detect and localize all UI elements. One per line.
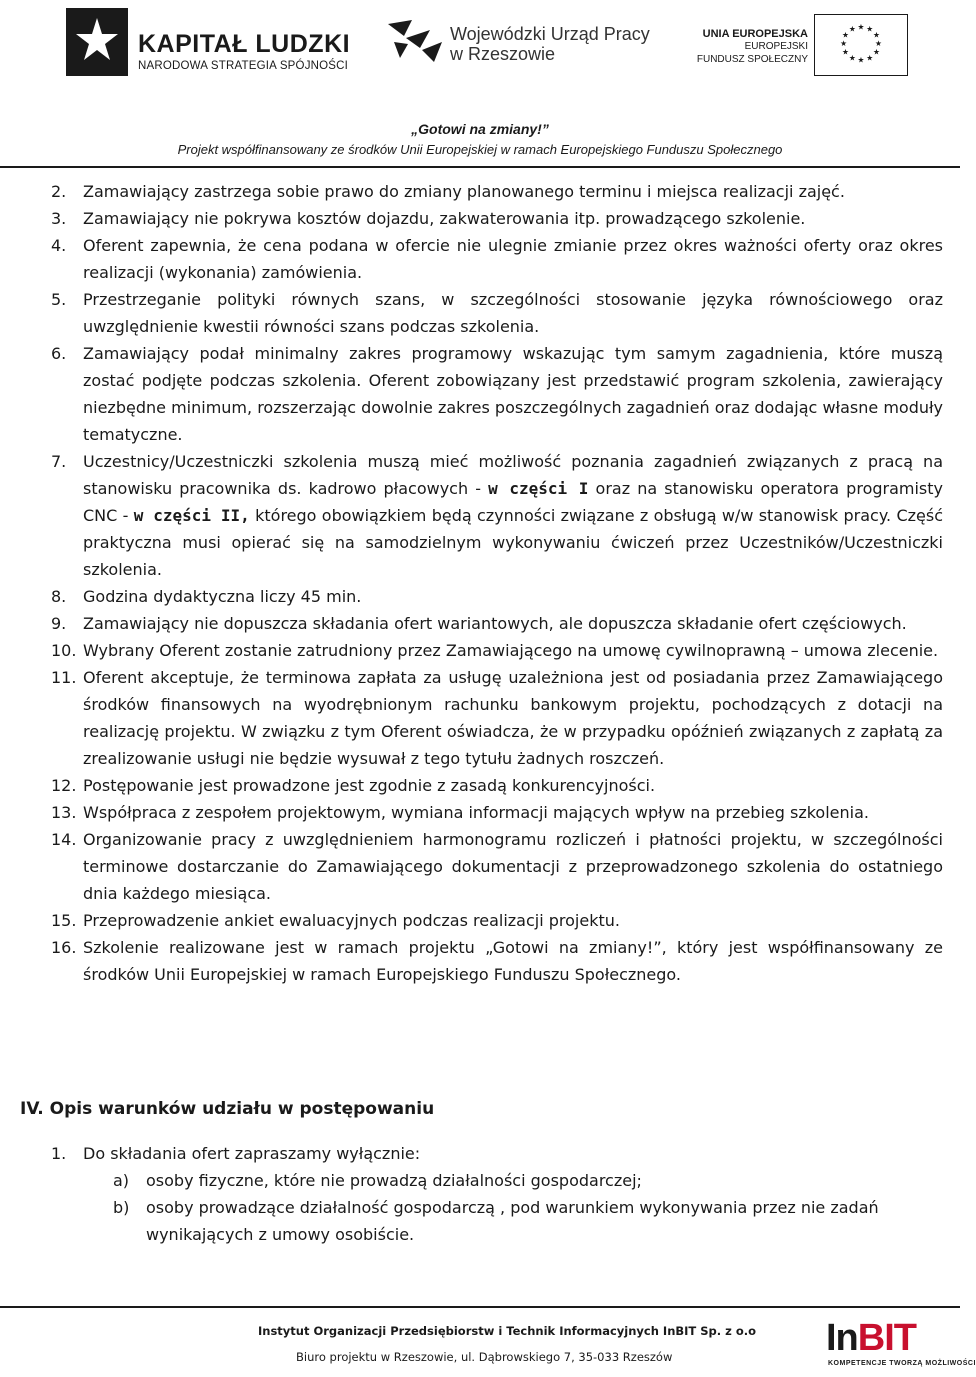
svg-text:★: ★ xyxy=(848,24,856,34)
item-number: 16. xyxy=(51,938,77,957)
list-item xyxy=(51,340,943,448)
item-number: 4. xyxy=(51,236,67,255)
item-number: 15. xyxy=(51,911,77,930)
footer-divider xyxy=(0,1306,960,1308)
list-item xyxy=(51,205,943,232)
item-number: 10. xyxy=(51,641,77,660)
sub-list-item xyxy=(113,1194,943,1248)
item-text: Zamawiający zastrzega sobie prawo do zmiany planowanego terminu i miejsca realizacji zajęć. xyxy=(83,182,845,201)
svg-text:★: ★ xyxy=(874,38,882,48)
svg-text:★: ★ xyxy=(842,47,849,57)
item-bold-part-1: w części I xyxy=(488,479,589,498)
wup-emblem-icon xyxy=(386,16,446,66)
inbit-wordmark xyxy=(826,1316,916,1360)
sub-list xyxy=(113,1167,943,1248)
inbit-wordmark-b: BIT xyxy=(857,1317,916,1359)
project-cofinancing-line: Projekt współfinansowany ze środków Unii Europejskiej w ramach Europejskiego Funduszu Społecznego xyxy=(177,142,783,157)
wup-name-line1: Wojewódzki Urząd Pracy xyxy=(450,24,650,44)
item-text: Współpraca z zespołem projektowym, wymiana informacji mających wpływ na przebieg szkolenia. xyxy=(83,803,869,822)
kapital-ludzki-logo xyxy=(66,8,351,78)
item-number: 9. xyxy=(51,614,67,633)
item-text: Zamawiający nie pokrywa kosztów dojazdu, zakwaterowania itp. prowadzącego szkolenie. xyxy=(83,209,806,228)
wup-name-line2: w Rzeszowie xyxy=(450,44,556,64)
eu-text-line2: EUROPEJSKI xyxy=(744,41,808,52)
svg-text:★: ★ xyxy=(857,22,865,32)
item-text-b: oraz na stanowisku operatora programisty CNC - xyxy=(83,479,944,525)
item-text: Organizowanie pracy z uwzględnieniem harmonogramu rozliczeń i płatności projektu, w szczególności terminowe dostarczanie do Zamawiającego dokumentacji z przeprowadzonego szkolenia do ostatniego dnia każdego miesiąca. xyxy=(83,830,943,903)
item-text: Godzina dydaktyczna liczy 45 min. xyxy=(83,587,362,606)
list-item xyxy=(51,178,943,205)
sub-list-item xyxy=(113,1167,943,1194)
svg-text:★: ★ xyxy=(842,30,849,40)
item-number: 12. xyxy=(51,776,77,795)
svg-text:★: ★ xyxy=(857,55,865,65)
item-text: Oferent akceptuje, że terminowa zapłata za usługę uzależniona jest od posiadania przez Zamawiającego środków finansowych na wyodrębnionym rachunku bankowym projektu, pochodzących z dotacji na realizację projektu. W związku z tym Oferent oświadcza, że w przypadku opóźnień związanych z zapłatą za zrealizowanie usługi nie będzie wysuwał z tego tytułu żadnych roszczeń. xyxy=(83,668,943,768)
item-text: Przestrzeganie polityki równych szans, w szczególności stosowanie języka równościowego oraz uwzględnienie kwestii równości szans podczas szkolenia. xyxy=(83,290,943,336)
svg-text:★: ★ xyxy=(840,38,848,48)
kapital-ludzki-subtitle: NARODOWA STRATEGIA SPÓJNOŚCI xyxy=(138,60,349,72)
svg-text:★: ★ xyxy=(866,24,874,34)
item-number: 11. xyxy=(51,668,77,687)
svg-text:★: ★ xyxy=(873,47,880,57)
item-text: Oferent zapewnia, że cena podana w ofercie nie ulegnie zmianie przez okres ważności oferty oraz okres realizacji (wykonania) zamówienia. xyxy=(83,236,943,282)
list-item xyxy=(51,799,943,826)
list-item xyxy=(51,637,943,664)
list-item xyxy=(51,448,943,583)
item-number: 2. xyxy=(51,182,67,201)
inbit-tagline: KOMPETENCJE TWORZĄ MOŻLIWOŚCI xyxy=(828,1360,976,1367)
list-item xyxy=(51,826,943,907)
list-item xyxy=(51,934,943,988)
section-heading: IV. Opis warunków udziału w postępowaniu xyxy=(20,1099,435,1119)
sub-item-letter: b) xyxy=(113,1198,130,1217)
item-text-a: Uczestnicy/Uczestniczki szkolenia muszą mieć możliwość poznania zagadnień związanych z pracą na stanowisku pracownika ds. kadrowo płacowych - xyxy=(83,452,943,498)
kapital-ludzki-title: KAPITAŁ LUDZKI xyxy=(138,30,351,58)
eu-flag-icon xyxy=(814,14,908,76)
list-item xyxy=(51,610,943,637)
item-number: 1. xyxy=(51,1144,67,1163)
list-item xyxy=(51,664,943,772)
inbit-logo xyxy=(826,1316,976,1374)
inbit-wordmark-a: In xyxy=(826,1317,858,1359)
item-text: Przeprowadzenie ankiet ewaluacyjnych podczas realizacji projektu. xyxy=(83,911,620,930)
item-bold-part-2: w części II, xyxy=(133,506,250,525)
conditions-list xyxy=(51,178,943,988)
item-number: 3. xyxy=(51,209,67,228)
svg-text:★: ★ xyxy=(848,53,856,63)
item-text: Postępowanie jest prowadzone jest zgodnie z zasadą konkurencyjności. xyxy=(83,776,656,795)
item-text: Do składania ofert zapraszamy wyłącznie: xyxy=(83,1144,421,1163)
sub-item-text: osoby fizyczne, które nie prowadzą działalności gospodarczej; xyxy=(146,1171,642,1190)
list-item xyxy=(51,772,943,799)
item-number: 7. xyxy=(51,452,67,471)
page-header xyxy=(0,0,960,175)
svg-text:★: ★ xyxy=(866,53,874,63)
footer-address: Biuro projektu w Rzeszowie, ul. Dąbrowskiego 7, 35-033 Rzeszów xyxy=(296,1350,673,1364)
wup-logo xyxy=(386,16,650,66)
footer-institute: Instytut Organizacji Przedsiębiorstw i Technik Informacyjnych InBIT Sp. z o.o xyxy=(258,1324,757,1338)
header-divider xyxy=(0,166,960,168)
list-item xyxy=(51,583,943,610)
project-tagline: „Gotowi na zmiany!” xyxy=(411,121,549,137)
eu-text-line3: FUNDUSZ SPOŁECZNY xyxy=(696,54,808,65)
item-number: 8. xyxy=(51,587,67,606)
item-text: Szkolenie realizowane jest w ramach projektu „Gotowi na zmiany!”, który jest współfinansowany ze środków Unii Europejskiej w ramach Europejskiego Funduszu Społecznego. xyxy=(83,938,943,984)
eu-logo xyxy=(690,14,910,74)
item-text: Zamawiający nie dopuszcza składania ofert wariantowych, ale dopuszcza składanie ofert częściowych. xyxy=(83,614,907,633)
item-number: 5. xyxy=(51,290,67,309)
eu-text-line1: UNIA EUROPEJSKA xyxy=(702,28,808,40)
svg-text:★: ★ xyxy=(873,30,880,40)
list-item xyxy=(51,907,943,934)
sub-item-letter: a) xyxy=(113,1171,130,1190)
item-text: Wybrany Oferent zostanie zatrudniony przez Zamawiającego na umowę cywilnoprawną – umowa zlecenie. xyxy=(83,641,939,660)
list-item xyxy=(51,232,943,286)
item-number: 13. xyxy=(51,803,77,822)
item-text: Zamawiający podał minimalny zakres programowy wskazując tym samym zagadnienia, które muszą zostać podjęte podczas szkolenia. Oferent zobowiązany jest przedstawić program szkolenia, zawierający niezbędne minimum, rozszerzając dowolnie zakres poszczególnych zagadnień oraz dodając własne moduły tematyczne. xyxy=(83,344,943,444)
item-number: 6. xyxy=(51,344,67,363)
item-number: 14. xyxy=(51,830,77,849)
sub-item-text: osoby prowadzące działalność gospodarczą , pod warunkiem wykonywania przez nie zadań wynikających z umowy osobiście. xyxy=(146,1198,879,1244)
star-icon xyxy=(66,8,128,76)
list-item xyxy=(51,286,943,340)
item-text-c: którego obowiązkiem będą czynności związane z obsługą w/w stanowisk pracy. Część praktyczna musi opierać się na samodzielnym wykonywaniu ćwiczeń przez Uczestników/Uczestniczki szkolenia. xyxy=(83,506,943,579)
